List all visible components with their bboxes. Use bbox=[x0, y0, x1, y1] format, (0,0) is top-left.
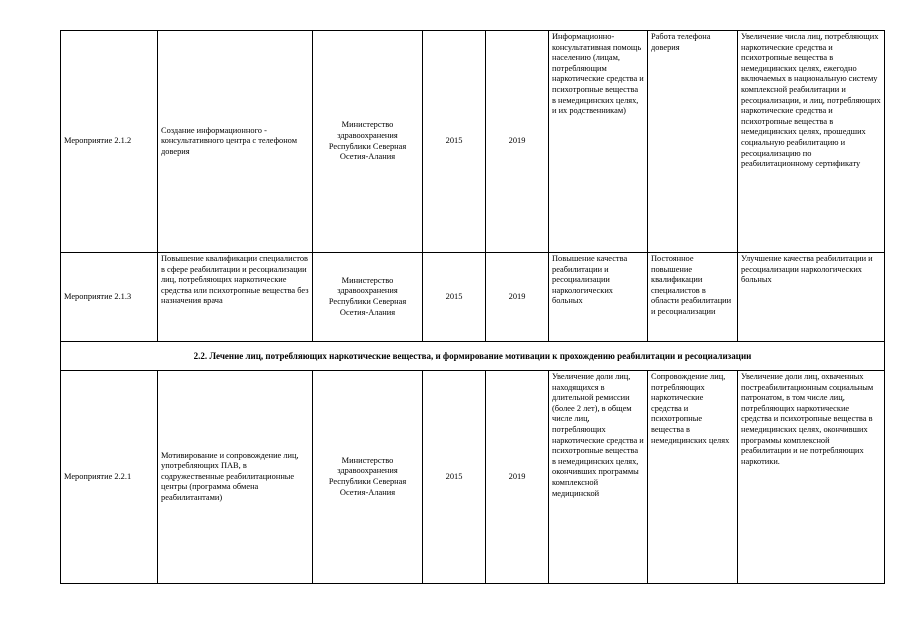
start-year-cell: 2015 bbox=[423, 31, 486, 253]
event-cell: Мероприятие 2.2.1 bbox=[61, 371, 158, 584]
result-cell: Информационно-консультативная помощь населению (лицам, потребляющим наркотические средства и психотропные вещества в немедицинских целях, и их родственникам) bbox=[549, 31, 648, 253]
section-heading: 2.2. Лечение лиц, потребляющих наркотические вещества, и формирование мотивации к прохождению реабилитации и ресоциализации bbox=[61, 342, 885, 371]
name-cell: Мотивирование и сопровождение лиц, употребляющих ПАВ, в содружественные реабилитационные центры (программа обмена реабилитантами) bbox=[158, 371, 313, 584]
result-cell: Увеличение доли лиц, находящихся в длительной ремиссии (более 2 лет), в общем числе лиц, потребляющих наркотические средства и психотропные вещества в немедицинских целях, окончивших программы комплексной медицинской bbox=[549, 371, 648, 584]
indicator-cell: Улучшение качества реабилитации и ресоциализации наркологических больных bbox=[738, 253, 885, 342]
executor-cell: Министерство здравоохранения Республики Северная Осетия-Алания bbox=[313, 31, 423, 253]
table-row bbox=[61, 31, 885, 253]
activity-cell: Сопровождение лиц, потребляющих наркотические средства и психотропные вещества в немедицинских целях bbox=[648, 371, 738, 584]
activity-cell: Постоянное повышение квалификации специалистов в области реабилитации и ресоциализации bbox=[648, 253, 738, 342]
table-row bbox=[61, 371, 885, 584]
end-year-cell: 2019 bbox=[486, 31, 549, 253]
name-cell: Повышение квалификации специалистов в сфере реабилитации и ресоциализации лиц, потребляющих наркотические средства или психотропные вещества без назначения врача bbox=[158, 253, 313, 342]
executor-cell: Министерство здравоохранения Республики Северная Осетия-Алания bbox=[313, 371, 423, 584]
indicator-cell: Увеличение доли лиц, охваченных постреабилитационным социальным патронатом, в том числе лиц, потребляющих наркотические средства и психотропные вещества в немедицинских целях, окончивших программы комплексной реабилитации и не потребляющих наркотики. bbox=[738, 371, 885, 584]
result-cell: Повышение качества реабилитации и ресоциализации наркологических больных bbox=[549, 253, 648, 342]
start-year-cell: 2015 bbox=[423, 371, 486, 584]
section-row bbox=[61, 342, 885, 371]
program-table bbox=[60, 30, 885, 584]
event-cell: Мероприятие 2.1.2 bbox=[61, 31, 158, 253]
start-year-cell: 2015 bbox=[423, 253, 486, 342]
table-row bbox=[61, 253, 885, 342]
event-cell: Мероприятие 2.1.3 bbox=[61, 253, 158, 342]
document-page bbox=[60, 30, 884, 584]
end-year-cell: 2019 bbox=[486, 371, 549, 584]
end-year-cell: 2019 bbox=[486, 253, 549, 342]
name-cell: Создание информационного - консультативного центра с телефоном доверия bbox=[158, 31, 313, 253]
activity-cell: Работа телефона доверия bbox=[648, 31, 738, 253]
indicator-cell: Увеличение числа лиц, потребляющих наркотические средства и психотропные вещества в немедицинских целях, ежегодно включаемых в национальную систему комплексной реабилитации и ресоциализации, и лиц, потребляющих наркотические средства и психотропные вещества в немедицинских целях, прошедших социальную реабилитацию и ресоциализацию по реабилитационному сертификату bbox=[738, 31, 885, 253]
executor-cell: Министерство здравоохранения Республики Северная Осетия-Алания bbox=[313, 253, 423, 342]
